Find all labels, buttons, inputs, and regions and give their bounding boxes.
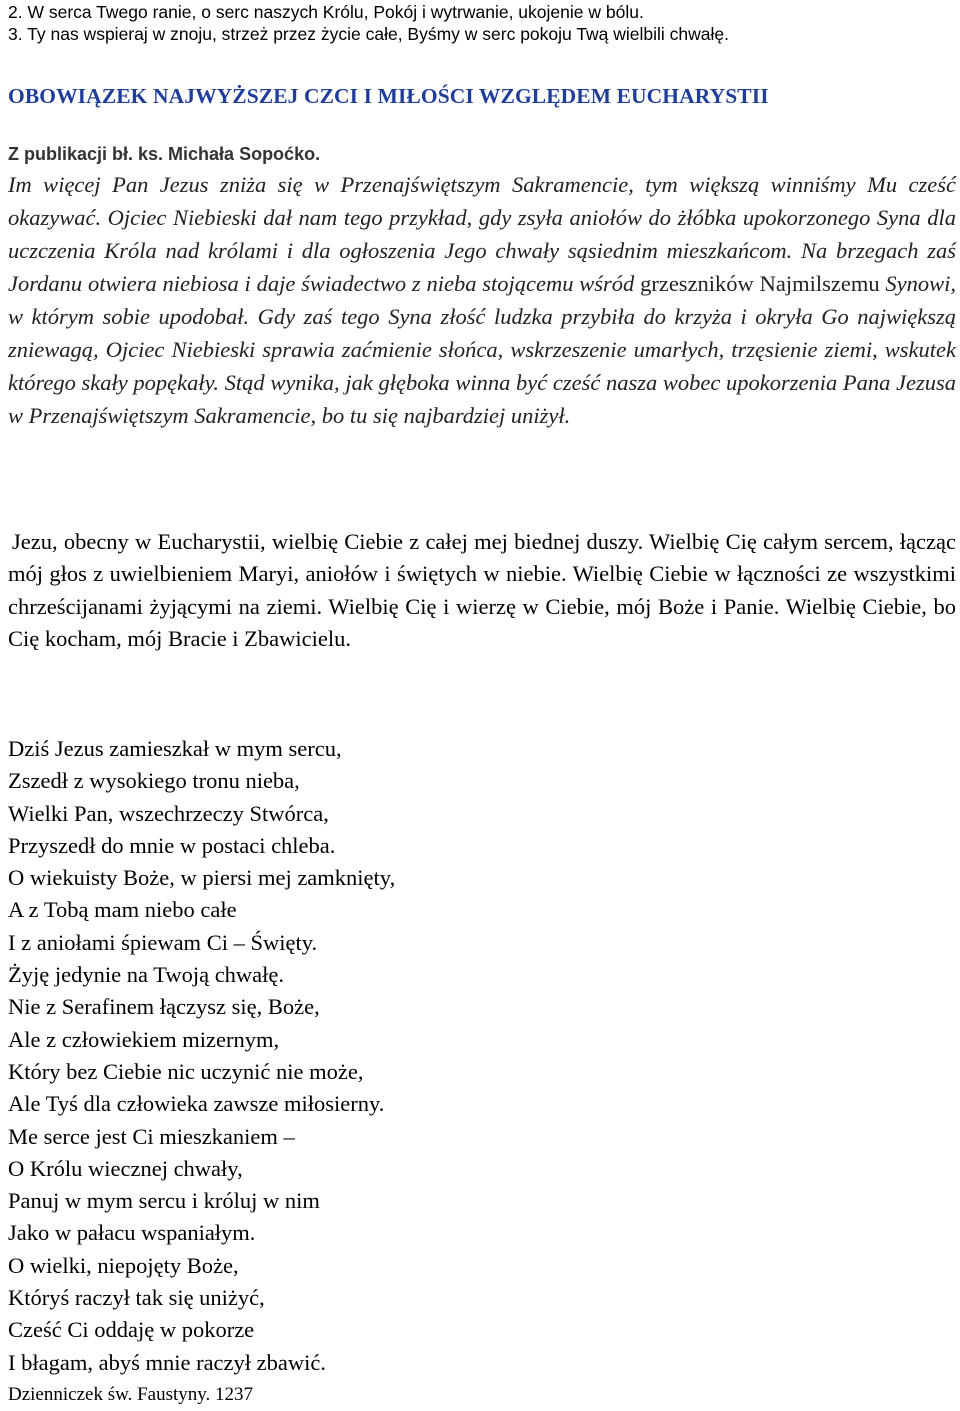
poem-verse: O wiekuisty Boże, w piersi mej zamknięty,: [8, 865, 396, 891]
prayer-text: Jezu, obecny w Eucharystii, wielbię Ciebie z całej mej biednej duszy. Wielbię Cię całym sercem, łącząc mój głos z uwielbieniem Maryi, aniołów i świętych w niebie. Wielbię Ciebie w łączności ze wszystkimi chrześcijanami żyjącymi na ziemi. Wielbię Cię i wierzę w Ciebie, mój Boże i Panie. Wielbię Ciebie, bo Cię kocham, mój Bracie i Zbawicielu.: [8, 529, 956, 651]
poem-verse: Przyszedł do mnie w postaci chleba.: [8, 832, 336, 858]
poem-verse: Jako w pałacu wspaniałym.: [8, 1220, 256, 1246]
poem-verse: Me serce jest Ci mieszkaniem –: [8, 1123, 295, 1149]
poem-verse: Ale Tyś dla człowieka zawsze miłosierny.: [8, 1091, 385, 1117]
reflection-part-6: Gdy zaś tego Syna złość ludzka przybiła do krzyża i okryła Go największą zniewagą, Ojciec Niebieski sprawia zaćmienie słońca, wskrzeszenie umarłych, trzęsienie ziemi, wskutek którego skały popękały.: [8, 304, 957, 395]
poem-verse: Cześć Ci oddaję w pokorze: [8, 1317, 255, 1343]
author-line: Z publikacji bł. ks. Michała Sopoćko.: [8, 144, 321, 164]
reflection-part-3: Na brzegach zaś Jordanu otwiera niebiosa i daje świadectwo z nieba stojącemu wśród: [8, 238, 956, 296]
reflection-part-4: grzeszników Najmilszemu: [640, 271, 880, 296]
poem-verse: Żyję jedynie na Twoją chwałę.: [8, 962, 285, 988]
poem-verse: Wielki Pan, wszechrzeczy Stwórca,: [8, 800, 329, 826]
poem-verse: O wielki, niepojęty Boże,: [8, 1252, 239, 1278]
poem-verse: I z aniołami śpiewam Ci – Święty.: [8, 929, 318, 955]
poem-verse: Ale z człowiekiem mizernym,: [8, 1026, 280, 1052]
poem-verse: O Królu wiecznej chwały,: [8, 1155, 243, 1181]
hymn-verse-3: 3. Ty nas wspieraj w znoju, strzeż przez życie całe, Byśmy w serc pokoju Twą wielbili chwałę.: [8, 24, 730, 44]
poem-verse: Zszedł z wysokiego tronu nieba,: [8, 768, 300, 794]
reflection-paragraph: [8, 168, 956, 432]
poem-verse: I błagam, abyś mnie raczył zbawić.: [8, 1349, 326, 1375]
prayer-paragraph: [8, 526, 956, 655]
reflection-part-5: Synowi, w którym sobie upodobał.: [8, 271, 956, 329]
poem: [8, 733, 395, 1379]
source-citation: Dzienniczek św. Faustyny. 1237: [8, 1384, 254, 1405]
poem-verse: Dziś Jezus zamieszkał w mym sercu,: [8, 736, 342, 761]
hymn-verse-2: 2. W serca Twego ranie, o serc naszych Królu, Pokój i wytrwanie, ukojenie w bólu.: [8, 2, 644, 22]
reflection-part-1: Im więcej Pan Jezus zniża się w Przenajświętszym Sakramencie, tym większą winniśmy Mu cześć okazywać.: [8, 172, 956, 230]
reflection-part-2: Ojciec Niebieski dał nam tego przykład, gdy zsyła aniołów do żłóbka upokorzonego Syna dla uczczenia Króla nad królami i dla ogłoszenia Jego chwały sąsiednim mieszkańcom.: [8, 205, 956, 263]
poem-verse: Któryś raczył tak się uniżyć,: [8, 1285, 265, 1311]
section-heading: OBOWIĄZEK NAJWYŻSZEJ CZCI I MIŁOŚCI WZGLĘDEM EUCHARYSTII: [8, 84, 769, 108]
poem-verse: Który bez Ciebie nic uczynić nie może,: [8, 1058, 364, 1084]
poem-verse: Nie z Serafinem łączysz się, Boże,: [8, 994, 320, 1020]
poem-verse: Panuj w mym sercu i króluj w nim: [8, 1188, 320, 1214]
reflection-part-7: Stąd wynika, jak głęboka winna być cześć nasza wobec upokorzenia Pana Jezusa w Przenajświętszym Sakramencie, bo tu się najbardziej uniżył.: [8, 370, 957, 428]
poem-verse: A z Tobą mam niebo całe: [8, 897, 237, 923]
